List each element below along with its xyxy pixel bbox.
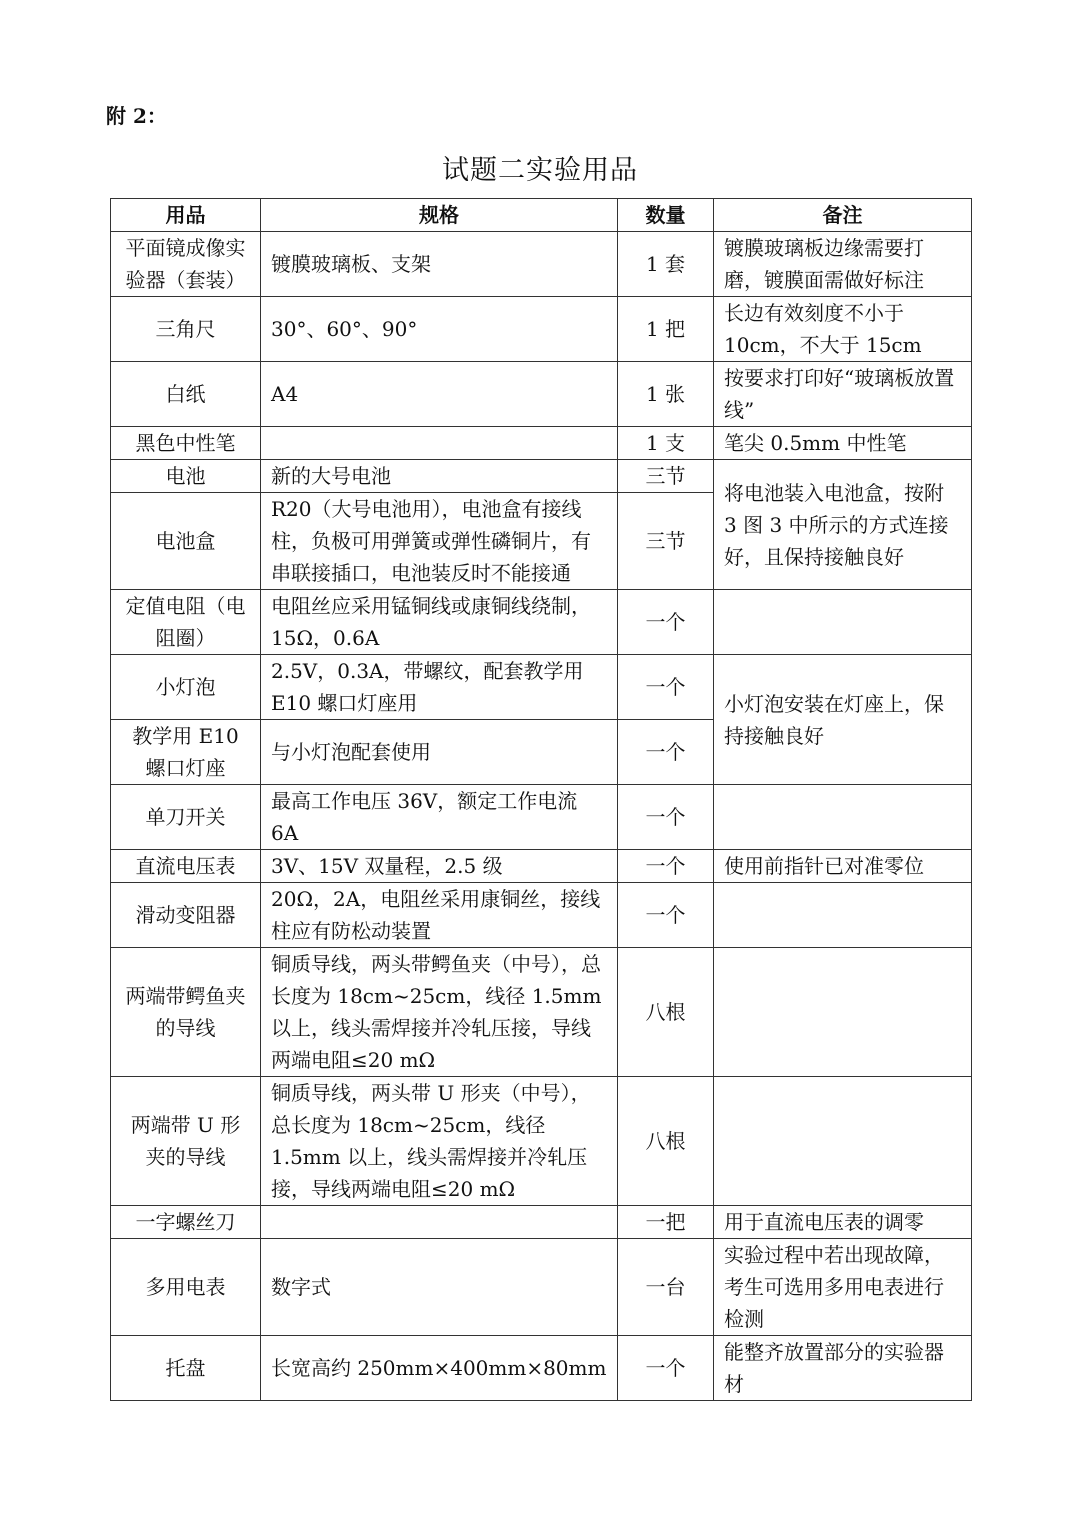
cell-note: 长边有效刻度不小于 10cm，不大于 15cm xyxy=(714,297,972,362)
cell-spec: 长宽高约 250mm×400mm×80mm xyxy=(261,1336,618,1401)
cell-note xyxy=(714,785,972,850)
cell-spec: 铜质导线，两头带鳄鱼夹（中号），总长度为 18cm~25cm，线径 1.5mm 以上，线头需焊接并冷轧压接，导线两端电阻≤20 mΩ xyxy=(261,948,618,1077)
cell-spec: 最高工作电压 36V，额定工作电流 6A xyxy=(261,785,618,850)
cell-qty: 1 支 xyxy=(618,427,714,460)
cell-spec: 新的大号电池 xyxy=(261,460,618,493)
table-row xyxy=(111,1206,972,1239)
cell-note: 用于直流电压表的调零 xyxy=(714,1206,972,1239)
cell-item: 电池 xyxy=(111,460,261,493)
cell-note: 笔尖 0.5mm 中性笔 xyxy=(714,427,972,460)
table-row xyxy=(111,850,972,883)
cell-item: 托盘 xyxy=(111,1336,261,1401)
page-title: 试题二实验用品 xyxy=(442,155,638,186)
table-row xyxy=(111,785,972,850)
header-note: 备注 xyxy=(714,199,972,232)
cell-note xyxy=(714,948,972,1077)
table-row xyxy=(111,1239,972,1336)
cell-spec: 数字式 xyxy=(261,1239,618,1336)
table-row xyxy=(111,297,972,362)
cell-spec: 与小灯泡配套使用 xyxy=(261,720,618,785)
cell-qty: 三节 xyxy=(618,493,714,590)
table-row xyxy=(111,590,972,655)
cell-item: 多用电表 xyxy=(111,1239,261,1336)
attachment-label: 附 2： xyxy=(106,104,167,128)
table-header-row xyxy=(111,199,972,232)
cell-note: 将电池装入电池盒，按附 3 图 3 中所示的方式连接好，且保持接触良好 xyxy=(714,460,972,590)
cell-spec: A4 xyxy=(261,362,618,427)
supplies-table xyxy=(110,198,972,1401)
cell-qty: 八根 xyxy=(618,1077,714,1206)
cell-item: 黑色中性笔 xyxy=(111,427,261,460)
cell-item: 一字螺丝刀 xyxy=(111,1206,261,1239)
cell-item: 三角尺 xyxy=(111,297,261,362)
cell-note xyxy=(714,590,972,655)
cell-qty: 1 把 xyxy=(618,297,714,362)
cell-note: 按要求打印好“玻璃板放置线” xyxy=(714,362,972,427)
cell-spec xyxy=(261,427,618,460)
table-row xyxy=(111,362,972,427)
table-row xyxy=(111,460,972,493)
table-row xyxy=(111,948,972,1077)
cell-qty: 一个 xyxy=(618,1336,714,1401)
cell-spec: 铜质导线，两头带 U 形夹（中号），总长度为 18cm~25cm，线径 1.5mm 以上，线头需焊接并冷轧压接，导线两端电阻≤20 mΩ xyxy=(261,1077,618,1206)
cell-note xyxy=(714,1077,972,1206)
cell-item: 教学用 E10 螺口灯座 xyxy=(111,720,261,785)
cell-item: 电池盒 xyxy=(111,493,261,590)
cell-item: 直流电压表 xyxy=(111,850,261,883)
cell-spec: 电阻丝应采用锰铜线或康铜线绕制，15Ω，0.6A xyxy=(261,590,618,655)
cell-spec: 3V、15V 双量程，2.5 级 xyxy=(261,850,618,883)
cell-qty: 八根 xyxy=(618,948,714,1077)
header-qty: 数量 xyxy=(618,199,714,232)
cell-item: 两端带 U 形夹的导线 xyxy=(111,1077,261,1206)
cell-qty: 一个 xyxy=(618,720,714,785)
cell-qty: 1 套 xyxy=(618,232,714,297)
cell-item: 小灯泡 xyxy=(111,655,261,720)
cell-item: 白纸 xyxy=(111,362,261,427)
cell-spec xyxy=(261,1206,618,1239)
cell-spec: 30°、60°、90° xyxy=(261,297,618,362)
table-row xyxy=(111,1077,972,1206)
cell-item: 单刀开关 xyxy=(111,785,261,850)
cell-qty: 一把 xyxy=(618,1206,714,1239)
cell-qty: 一个 xyxy=(618,655,714,720)
cell-note xyxy=(714,883,972,948)
cell-note: 实验过程中若出现故障，考生可选用多用电表进行检测 xyxy=(714,1239,972,1336)
cell-spec: 2.5V，0.3A，带螺纹，配套教学用 E10 螺口灯座用 xyxy=(261,655,618,720)
cell-spec: 镀膜玻璃板、支架 xyxy=(261,232,618,297)
cell-item: 两端带鳄鱼夹的导线 xyxy=(111,948,261,1077)
cell-spec: 20Ω，2A，电阻丝采用康铜丝，接线柱应有防松动装置 xyxy=(261,883,618,948)
header-item: 用品 xyxy=(111,199,261,232)
table-row xyxy=(111,427,972,460)
header-spec: 规格 xyxy=(261,199,618,232)
table-row xyxy=(111,232,972,297)
cell-note: 使用前指针已对准零位 xyxy=(714,850,972,883)
cell-qty: 三节 xyxy=(618,460,714,493)
table-row xyxy=(111,655,972,720)
cell-qty: 一个 xyxy=(618,850,714,883)
cell-qty: 一个 xyxy=(618,883,714,948)
cell-item: 平面镜成像实验器（套装） xyxy=(111,232,261,297)
cell-note: 小灯泡安装在灯座上，保持接触良好 xyxy=(714,655,972,785)
cell-item: 滑动变阻器 xyxy=(111,883,261,948)
cell-item: 定值电阻（电阻圈） xyxy=(111,590,261,655)
cell-qty: 1 张 xyxy=(618,362,714,427)
cell-qty: 一个 xyxy=(618,590,714,655)
table-row xyxy=(111,883,972,948)
table-row xyxy=(111,1336,972,1401)
cell-qty: 一个 xyxy=(618,785,714,850)
cell-note: 能整齐放置部分的实验器材 xyxy=(714,1336,972,1401)
cell-qty: 一台 xyxy=(618,1239,714,1336)
cell-spec: R20（大号电池用），电池盒有接线柱，负极可用弹簧或弹性磷铜片，有串联接插口，电池装反时不能接通 xyxy=(261,493,618,590)
cell-note: 镀膜玻璃板边缘需要打磨，镀膜面需做好标注 xyxy=(714,232,972,297)
